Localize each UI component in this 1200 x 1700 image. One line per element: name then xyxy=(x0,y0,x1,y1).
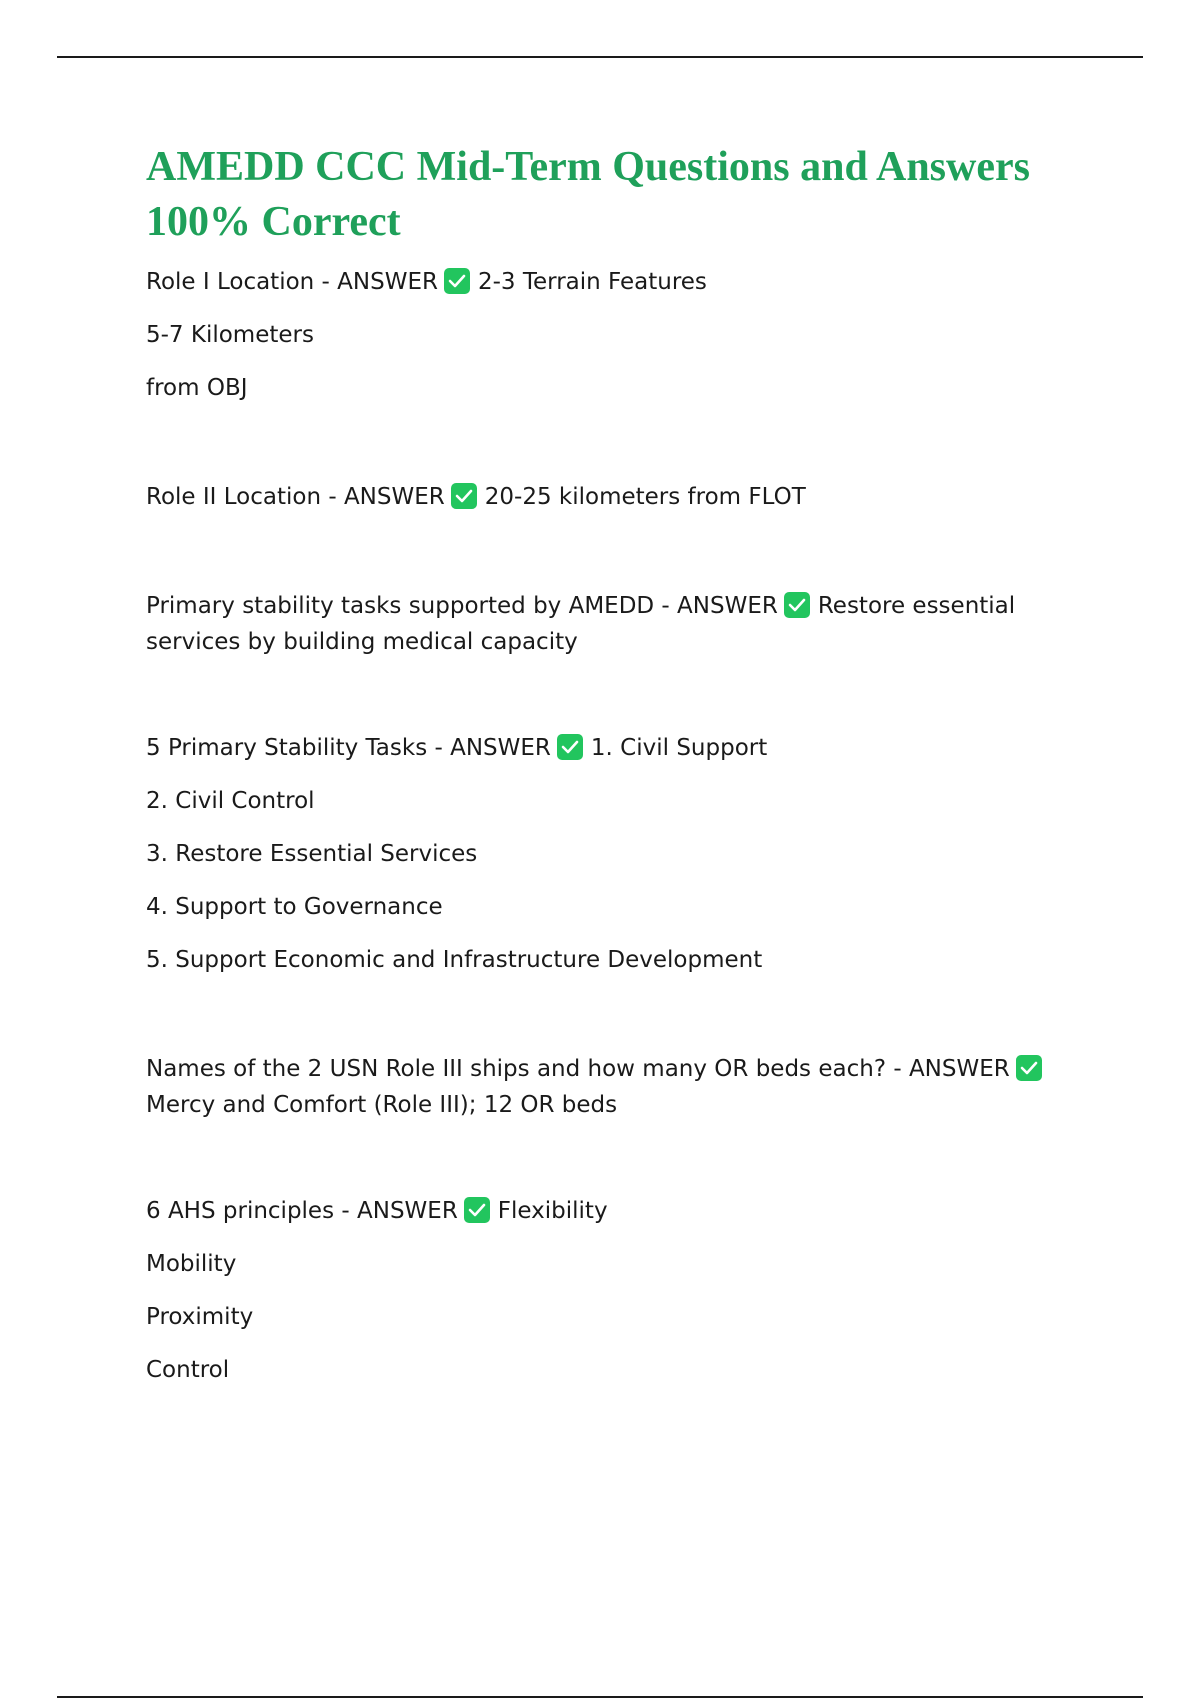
answer-label: ANSWER xyxy=(677,593,778,619)
question-text: Names of the 2 USN Role III ships and how many OR beds each? - xyxy=(146,1056,909,1082)
spacer xyxy=(146,532,1086,588)
document-body xyxy=(146,140,1086,1405)
qa-item xyxy=(146,588,1086,660)
qa-question-line xyxy=(146,1193,1086,1229)
bottom-rule xyxy=(57,1696,1143,1698)
answer-label: ANSWER xyxy=(357,1198,458,1224)
spacer xyxy=(146,995,1086,1051)
answer-line: 2. Civil Control xyxy=(146,788,315,814)
answer-line: 5. Support Economic and Infrastructure Development xyxy=(146,947,763,973)
answer-text: 20-25 kilometers from FLOT xyxy=(484,484,806,510)
document-title: AMEDD CCC Mid-Term Questions and Answers 100% Correct xyxy=(146,144,1030,245)
qa-question-line xyxy=(146,479,1086,515)
spacer xyxy=(146,1123,1086,1193)
spacer xyxy=(146,660,1086,730)
qa-question-line xyxy=(146,1051,1086,1123)
qa-item xyxy=(146,479,1086,515)
answer-label: ANSWER xyxy=(337,269,438,295)
answer-line: Mobility xyxy=(146,1251,237,1277)
qa-item xyxy=(146,1051,1086,1123)
question-text: 6 AHS principles - xyxy=(146,1198,357,1224)
qa-question-line xyxy=(146,264,1086,300)
qa-question-line xyxy=(146,730,1086,766)
question-text: 5 Primary Stability Tasks - xyxy=(146,735,451,761)
checkmark-icon xyxy=(464,1197,490,1223)
top-rule xyxy=(57,56,1143,58)
answer-text: Mercy and Comfort (Role III); 12 OR beds xyxy=(146,1092,618,1118)
question-text: Role I Location - xyxy=(146,269,338,295)
qa-item xyxy=(146,264,1086,406)
qa-question-line xyxy=(146,588,1086,660)
answer-text: 1. Civil Support xyxy=(590,735,768,761)
answer-text: Flexibility xyxy=(497,1198,608,1224)
answer-line: Proximity xyxy=(146,1304,254,1330)
checkmark-icon xyxy=(784,592,810,618)
answer-label: ANSWER xyxy=(450,735,551,761)
qa-item xyxy=(146,1193,1086,1388)
question-text: Primary stability tasks supported by AMEDD - xyxy=(146,593,678,619)
checkmark-icon xyxy=(444,268,470,294)
answer-line: 5-7 Kilometers xyxy=(146,322,314,348)
answer-text: 2-3 Terrain Features xyxy=(477,269,707,295)
checkmark-icon xyxy=(1016,1055,1042,1081)
question-text: Role II Location - xyxy=(146,484,344,510)
answer-line: 4. Support to Governance xyxy=(146,894,443,920)
answer-label: ANSWER xyxy=(343,484,445,510)
answer-line: 3. Restore Essential Services xyxy=(146,841,478,867)
answer-line: Control xyxy=(146,1357,230,1383)
spacer xyxy=(146,423,1086,479)
answer-line: from OBJ xyxy=(146,375,248,401)
answer-label: ANSWER xyxy=(908,1056,1010,1082)
checkmark-icon xyxy=(557,734,583,760)
checkmark-icon xyxy=(451,483,477,509)
answer-text: Restore essential services by building medical capacity xyxy=(146,593,1016,655)
qa-item xyxy=(146,730,1086,978)
